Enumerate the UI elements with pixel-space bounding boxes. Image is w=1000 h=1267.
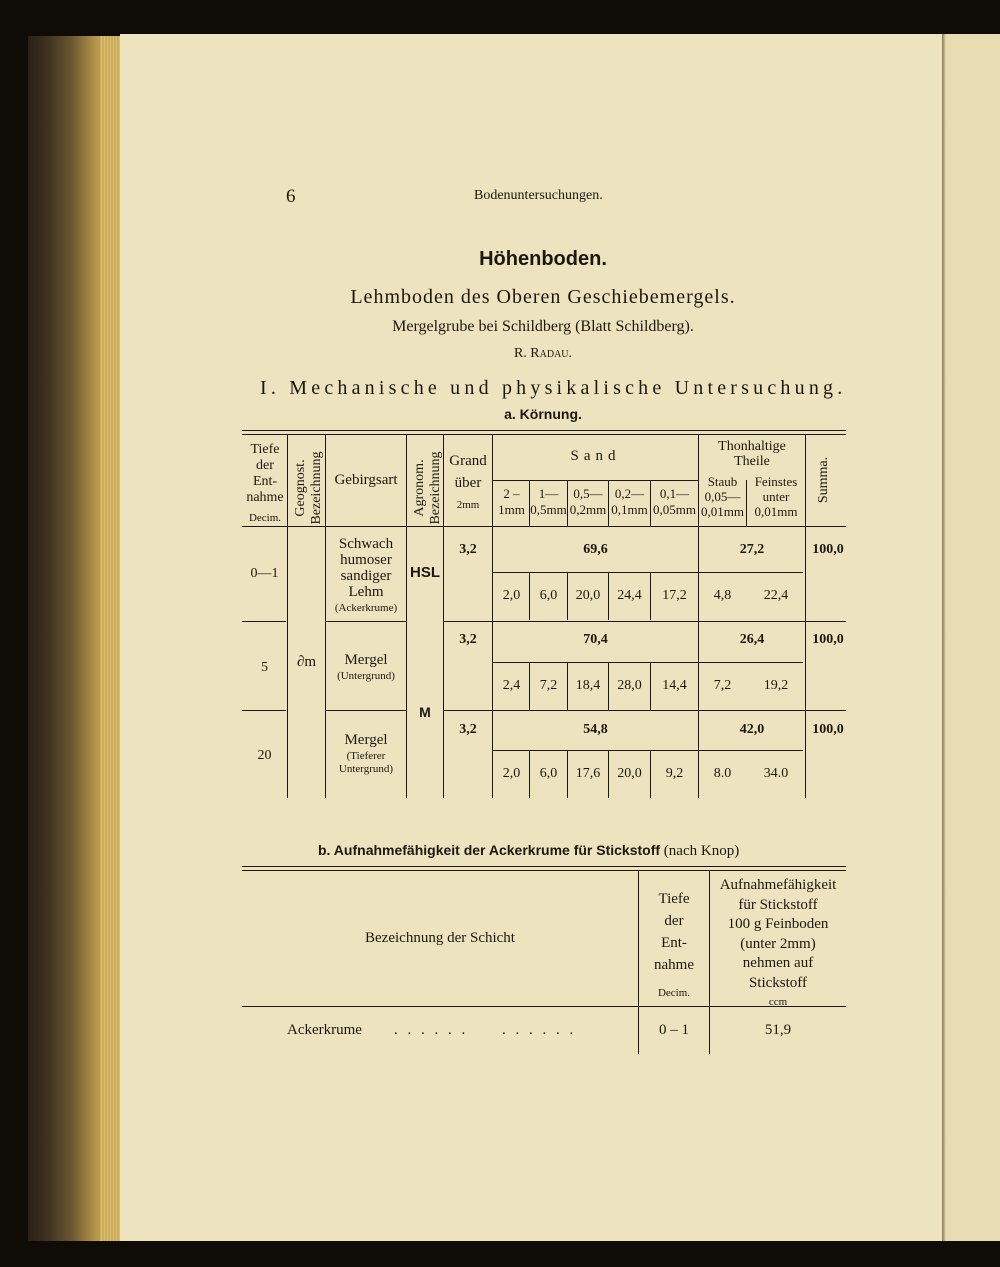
page-title: Höhenboden.: [479, 248, 607, 270]
facing-page: [944, 34, 1000, 1241]
row1-sand-3: 20,0: [575, 588, 601, 603]
row-dots: . . . . . . . . . . . .: [394, 1022, 577, 1038]
row1-grand: 3,2: [459, 542, 477, 557]
header-gebirgsart: Gebirgsart: [334, 472, 398, 488]
row1-sand-5: 17,2: [662, 588, 687, 603]
row1-agronom: HSL: [410, 564, 440, 581]
row2-sand-2: 7,2: [539, 678, 558, 693]
row1-gebirgsart: Schwach humoser sandiger Lehm (Ackerkrume): [334, 536, 398, 614]
row1-summa: 100,0: [812, 542, 844, 557]
header-sand-col-3: 0,5— 0,2mm: [569, 486, 607, 517]
page-number: 6: [286, 186, 296, 207]
row1-thon-1: 4,8: [713, 588, 732, 603]
row3-summa: 100,0: [812, 722, 844, 737]
row3-thon-2: 34.0: [763, 766, 789, 781]
row2-sand-4: 28,0: [617, 678, 642, 693]
row3-sand-3: 17,6: [575, 766, 601, 781]
header-tiefe: Tiefe der Ent- nahme Decim.: [246, 442, 284, 524]
row1-thon-total: 27,2: [739, 542, 765, 557]
row2-gebirgsart: Mergel (Untergrund): [337, 652, 395, 682]
header-sand-col-5: 0,1— 0,05mm: [653, 486, 696, 517]
header-grand: Grand über 2mm: [449, 453, 487, 511]
row1-sand-total: 69,6: [583, 542, 608, 557]
row2-thon-2: 19,2: [763, 678, 789, 693]
book-edge: [28, 36, 124, 1241]
running-title: Bodenuntersuchungen.: [474, 188, 603, 203]
row2-sand-3: 18,4: [575, 678, 601, 693]
header-sand: Sand: [570, 448, 621, 464]
row1-sand-2: 6,0: [539, 588, 558, 603]
row1-thon-2: 22,4: [763, 588, 789, 603]
header-geognost: Geognost. Bezeichnung: [293, 451, 324, 525]
author: R. Radau.: [513, 346, 573, 361]
row2-depth: 5: [261, 660, 268, 675]
row3-gebirgsart: Mergel (Tieferer Untergrund): [338, 732, 394, 775]
header-thon-col-2: Feinstes unter 0,01mm: [754, 474, 798, 519]
col-header-schicht: Bezeichnung der Schicht: [365, 930, 515, 946]
geognost-value: ∂m: [296, 654, 317, 670]
row3-thon-total: 42,0: [739, 722, 765, 737]
row-depth: 0 – 1: [659, 1022, 689, 1038]
row2-summa: 100,0: [812, 632, 844, 647]
header-thon-col-1: Staub 0,05— 0,01mm: [701, 474, 744, 519]
row3-depth: 20: [257, 748, 272, 763]
row3-sand-4: 20,0: [617, 766, 642, 781]
row1-sand-4: 24,4: [617, 588, 642, 603]
row2-sand-total: 70,4: [583, 632, 608, 647]
header-agronom: Agronom. Bezeichnung: [412, 451, 443, 525]
row2-thon-1: 7,2: [713, 678, 732, 693]
header-sand-col-1: 2 – 1mm: [498, 486, 525, 517]
row2-sand-1: 2,4: [502, 678, 521, 693]
row2-sand-5: 14,4: [662, 678, 687, 693]
row2-thon-total: 26,4: [739, 632, 765, 647]
header-thon: Thonhaltige Theile: [718, 439, 786, 469]
section-heading: I. Mechanische und physikalische Untersuchung.: [260, 377, 847, 399]
header-summa: Summa.: [816, 456, 831, 504]
row3-sand-2: 6,0: [539, 766, 558, 781]
row1-sand-1: 2,0: [502, 588, 521, 603]
col-header-tiefe: Tiefe der Ent- nahme Decim.: [654, 891, 694, 999]
header-sand-col-2: 1— 0,5mm: [530, 486, 567, 517]
header-sand-col-4: 0,2— 0,1mm: [611, 486, 648, 517]
row-name: Ackerkrume: [287, 1022, 362, 1038]
document-page: [120, 34, 942, 1241]
row3-grand: 3,2: [459, 722, 477, 737]
location: Mergelgrube bei Schildberg (Blatt Schildberg).: [392, 318, 694, 335]
row2-agronom: M: [419, 704, 431, 720]
row3-sand-1: 2,0: [502, 766, 521, 781]
row-value: 51,9: [764, 1022, 792, 1038]
row1-depth: 0—1: [250, 566, 279, 581]
subtitle: Lehmboden des Oberen Geschiebemergels.: [350, 286, 736, 308]
row3-sand-total: 54,8: [583, 722, 608, 737]
col-header-aufnahme: Aufnahmefähigkeit für Stickstoff 100 g Feinboden (unter 2mm) nehmen auf Stickstoff ccm: [719, 877, 837, 1008]
section-subheading: a. Körnung.: [504, 406, 582, 422]
section-b-heading: b. Aufnahmefähigkeit der Ackerkrume für Stickstoff (nach Knop): [318, 842, 740, 859]
row3-thon-1: 8.0: [713, 766, 732, 781]
row3-sand-5: 9,2: [665, 766, 684, 781]
row2-grand: 3,2: [459, 632, 477, 647]
